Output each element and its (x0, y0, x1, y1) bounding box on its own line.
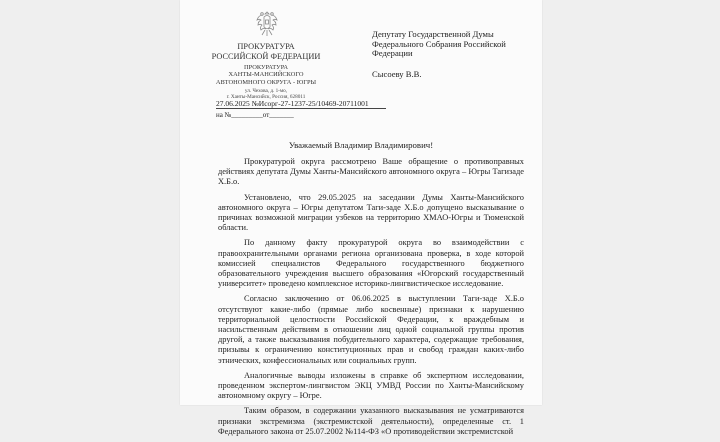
addressee-line-1: Депутату Государственной Думы (372, 29, 494, 39)
reply-to-number: на №_________от_______ (216, 111, 294, 119)
addressee-line-2: Федерального Собрания Российской (372, 38, 506, 49)
body-paragraph: Установлено, что 29.05.2025 на заседании Думы Ханты-Мансийского автономного округа – Югры депутатом Таги-заде Х.Б.о допущено высказывание о причинах возможной миграции узбеков на территорию ХМАО-Югры и Тюменской области. (218, 192, 524, 233)
org-line-5: АВТОНОМНОГО ОКРУГА - ЮГРЫ (215, 78, 317, 86)
salutation: Уважаемый Владимир Владимирович! (288, 140, 434, 150)
addressee-line-3: Федерации (372, 48, 413, 59)
body-paragraph: Аналогичные выводы изложены в справке об экспертном исследовании, проведенном экспертом-лингвистом ЭКЦ УМВД России по Ханты-Мансийскому автономному округу – Югре. (218, 370, 524, 401)
letterhead-block (206, 42, 326, 101)
org-address-2: г. Ханты-Мансийск, Россия, 628011 (226, 94, 306, 101)
body-paragraph: По данному факту прокуратурой округа во взаимодействии с правоохранительными органами региона организована проверка, в ходе которой комиссией специалистов Федерального государственного бюджетного образовательного учреждения высшего образования «Югорский государственный университет» проведено комплексное историко-лингвистическое исследование. (218, 238, 524, 289)
org-line-1: ПРОКУРАТУРА (237, 42, 295, 51)
addressee-name: Сысоеву В.В. (372, 68, 422, 79)
body-paragraph: Согласно заключению от 06.06.2025 в выступлении Таги-заде Х.Б.о отсутствуют какие-либо (прямые либо косвенные) признаки к нарушению территориальной целостности Российской Федерации, к враждебным и насильственным действиям в отношении лиц одной социальной группы против другой, а также высказывания побудительного характера, содержащие требования, призывы к ограничению конституционных прав и свобод граждан каких-либо этнических, конфессиональных или социальных групп. (218, 294, 524, 365)
letter-page (180, 0, 542, 436)
org-line-3: ПРОКУРАТУРА (243, 64, 289, 72)
addressee-block (372, 30, 540, 80)
body-paragraph: Таким образом, в содержании указанного высказывания не усматриваются признаки экстремизма (экстремистской деятельности), определенные ст. 1 Федерального закона от 25.07.2002 №114-ФЗ «О противодействии экстремистской (218, 406, 524, 436)
body-paragraph: Прокуратурой округа рассмотрено Ваше обращение о противоправных действиях депутата Думы Ханты-Мансийского автономного округа – Югры Тагизаде Х.Б.о. (218, 157, 524, 187)
org-line-4: ХАНТЫ-МАНСИЙСКОГО (228, 71, 304, 79)
letter-body (218, 157, 524, 442)
double-headed-eagle-emblem-icon (254, 8, 280, 40)
registration-date-number: 27.06.2025 №Исорг-27-1237-25/10469-20711001 (216, 99, 386, 109)
org-line-2: РОССИЙСКОЙ ФЕДЕРАЦИИ (211, 51, 321, 61)
org-address-1: ул. Чехова, д. 1-мо, (244, 88, 288, 95)
